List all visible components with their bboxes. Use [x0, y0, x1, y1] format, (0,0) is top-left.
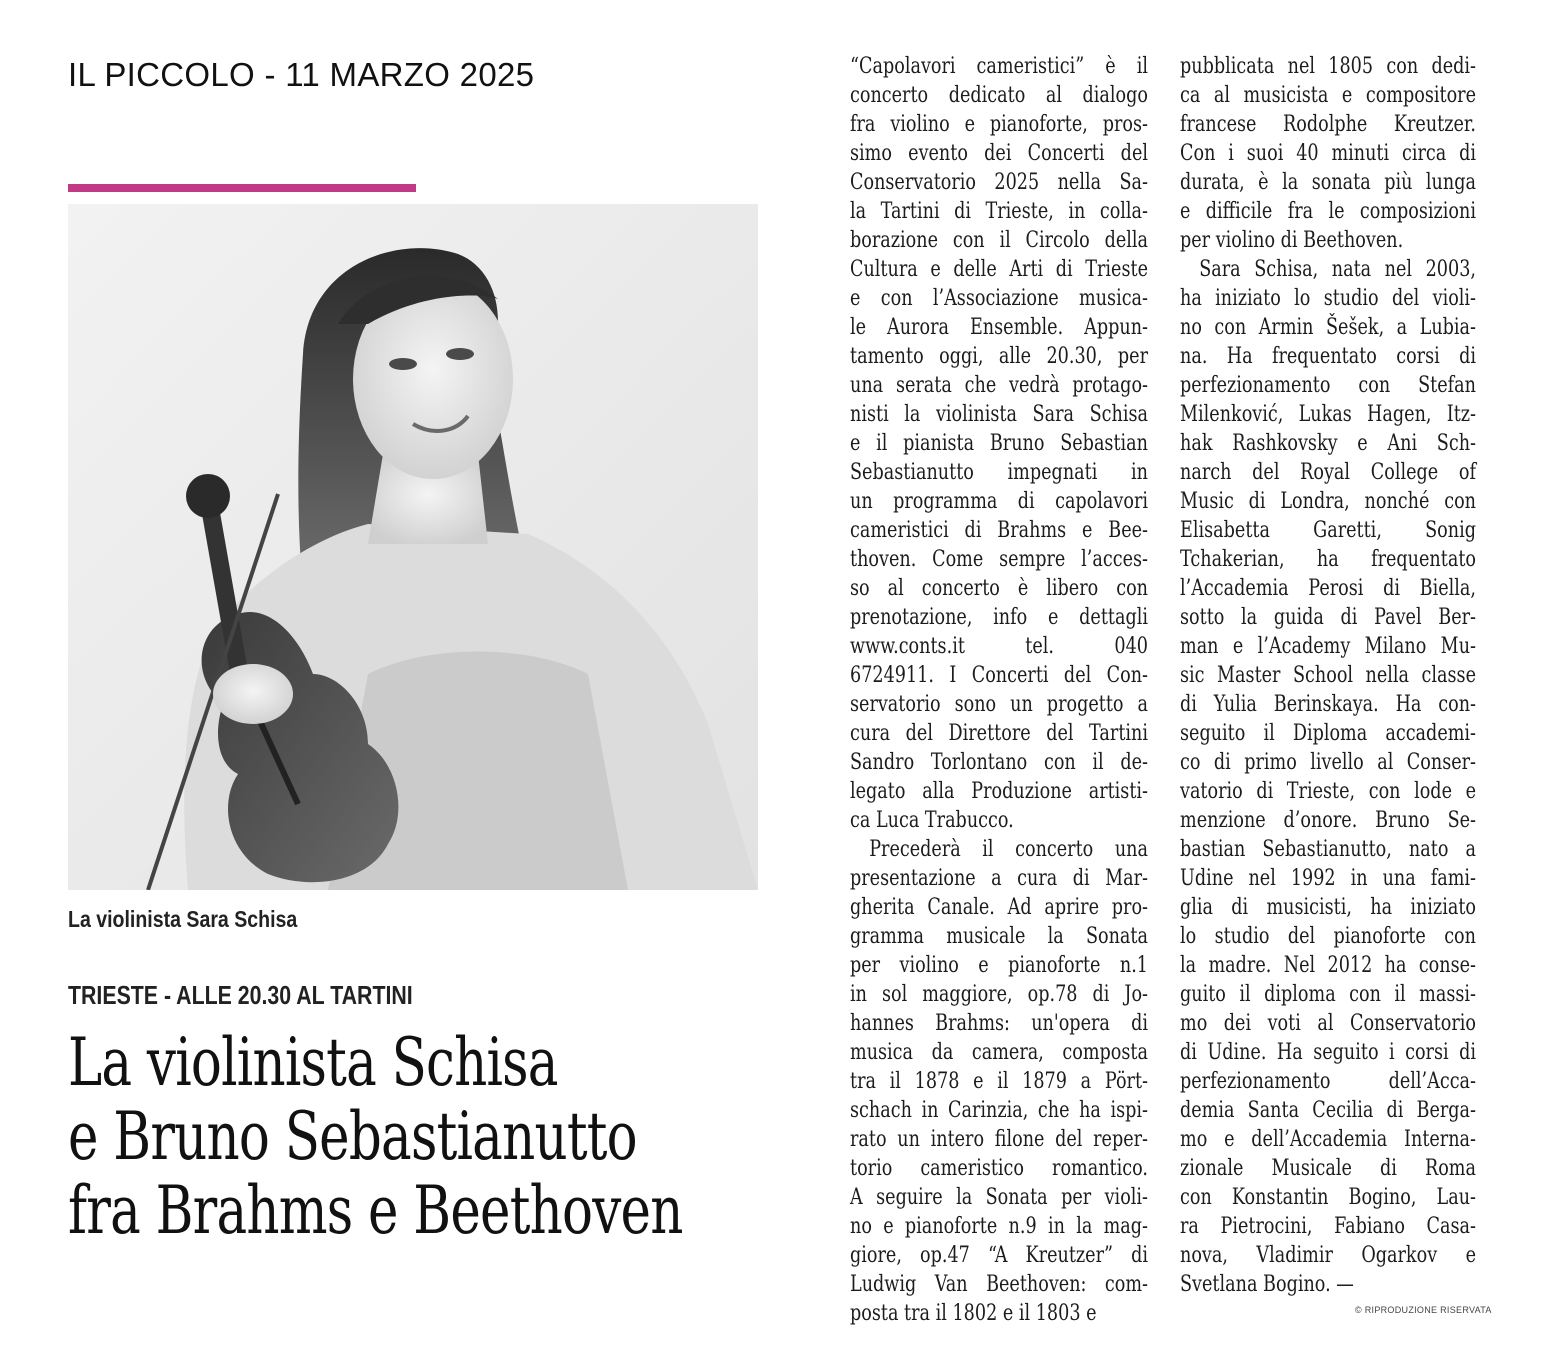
- article-line: la madre. Nel 2012 ha conse-: [1180, 953, 1476, 978]
- article-line: ra Pietrocini, Fabiano Casa-: [1180, 1214, 1476, 1239]
- accent-rule: [68, 184, 416, 192]
- article-line: di Udine. Ha seguito i corsi di: [1180, 1040, 1476, 1065]
- article-line: Elisabetta Garetti, Sonig: [1180, 518, 1476, 543]
- article-line: demia Santa Cecilia di Berga-: [1180, 1098, 1476, 1123]
- article-line: www.conts.it tel. 040: [850, 634, 1148, 659]
- article-line: e difficile fra le composizioni: [1180, 199, 1476, 224]
- article-line: no e pianoforte n.9 in la mag-: [850, 1214, 1148, 1239]
- article-line: servatorio sono un progetto a: [850, 692, 1148, 717]
- article-line: 6724911. I Concerti del Con-: [850, 663, 1148, 688]
- article-line: A seguire la Sonata per violi-: [850, 1185, 1148, 1210]
- article-line: nova, Vladimir Ogarkov e: [1180, 1243, 1476, 1268]
- article-line: hannes Brahms: un'opera di: [850, 1011, 1148, 1036]
- article-line: gramma musicale la Sonata: [850, 924, 1148, 949]
- article-line: un programma di capolavori: [850, 489, 1148, 514]
- article-line: borazione con il Circolo della: [850, 228, 1148, 253]
- article-column-2: [1180, 52, 1476, 1299]
- article-line: zionale Musicale di Roma: [1180, 1156, 1476, 1181]
- article-line: l’Accademia Perosi di Biella,: [1180, 576, 1476, 601]
- article-line: posta tra il 1802 e il 1803 e: [850, 1301, 1097, 1326]
- article-line: ca al musicista e compositore: [1180, 83, 1476, 108]
- article-column-1: [850, 52, 1148, 1328]
- article-line: bastian Sebastianutto, nato a: [1180, 837, 1476, 862]
- article-line: e con l’Associazione musica-: [850, 286, 1148, 311]
- article-line: una serata che vedrà protago-: [850, 373, 1148, 398]
- article-line: pubblicata nel 1805 con dedi-: [1180, 54, 1476, 79]
- article-line: musica da camera, composta: [850, 1040, 1148, 1065]
- article-line: mo dei voti al Conservatorio: [1180, 1011, 1476, 1036]
- headline-line: La violinista Schisa: [68, 1024, 558, 1101]
- photo-violinist: [68, 204, 758, 890]
- article-line: in sol maggiore, op.78 di Jo-: [850, 982, 1148, 1007]
- article-line: cameristici di Brahms e Bee-: [850, 518, 1148, 543]
- article-line: man e l’Academy Milano Mu-: [1180, 634, 1476, 659]
- article-line: francese Rodolphe Kreutzer.: [1180, 112, 1476, 137]
- article-line: Tchakerian, ha frequentato: [1180, 547, 1476, 572]
- article-line: vatorio di Trieste, con lode e: [1180, 779, 1476, 804]
- article-line: gherita Canale. Ad aprire pro-: [850, 895, 1148, 920]
- article-line: Conservatorio 2025 nella Sa-: [850, 170, 1148, 195]
- article-line: no con Armin Šešek, a Lubia-: [1180, 315, 1476, 340]
- article-line: perfezionamento dell’Acca-: [1180, 1069, 1476, 1094]
- article-line: le Aurora Ensemble. Appun-: [850, 315, 1148, 340]
- headline-line: e Bruno Sebastianutto: [68, 1098, 637, 1175]
- article-line: con Konstantin Bogino, Lau-: [1180, 1185, 1476, 1210]
- article-line: prenotazione, info e dettagli: [850, 605, 1148, 630]
- article-line: thoven. Come sempre l’acces-: [850, 547, 1148, 572]
- article-line: menzione d’onore. Bruno Se-: [1180, 808, 1476, 833]
- article-line: Udine nel 1992 in una fami-: [1180, 866, 1476, 891]
- article-line: Sandro Torlontano con il de-: [850, 750, 1148, 775]
- article-line: so al concerto è libero con: [850, 576, 1148, 601]
- article-line: Milenković, Lukas Hagen, Itz-: [1180, 402, 1476, 427]
- article-line: e il pianista Bruno Sebastian: [850, 431, 1148, 456]
- article-line: sic Master School nella classe: [1180, 663, 1476, 688]
- copyright-notice: © RIPRODUZIONE RISERVATA: [1355, 1305, 1492, 1315]
- article-line: simo evento dei Concerti del: [850, 141, 1148, 166]
- article-line: perfezionamento con Stefan: [1180, 373, 1476, 398]
- article-line: presentazione a cura di Mar-: [850, 866, 1148, 891]
- article-line: guito il diploma con il massi-: [1180, 982, 1476, 1007]
- article-line: Music di Londra, nonché con: [1180, 489, 1476, 514]
- article-line: ca Luca Trabucco.: [850, 808, 1014, 833]
- article-line: Sebastianutto impegnati in: [850, 460, 1148, 485]
- article-line: lo studio del pianoforte con: [1180, 924, 1476, 949]
- article-line: nisti la violinista Sara Schisa: [850, 402, 1148, 427]
- article-line: giore, op.47 “A Kreutzer” di: [850, 1243, 1148, 1268]
- article-line: torio cameristico romantico.: [850, 1156, 1148, 1181]
- article-line: per violino di Beethoven.: [1180, 228, 1404, 253]
- photo-caption: La violinista Sara Schisa: [68, 906, 298, 932]
- article-line: Precederà il concerto una: [869, 837, 1148, 862]
- article-line: Cultura e delle Arti di Trieste: [850, 257, 1148, 282]
- article-line: la Tartini di Trieste, in colla-: [850, 199, 1148, 224]
- article-line: ha iniziato lo studio del violi-: [1180, 286, 1476, 311]
- article-line: hak Rashkovsky e Ani Sch-: [1180, 431, 1476, 456]
- article-line: tra il 1878 e il 1879 a Pört-: [850, 1069, 1148, 1094]
- article-line: mo e dell’Accademia Interna-: [1180, 1127, 1476, 1152]
- article-line: narch del Royal College of: [1180, 460, 1476, 485]
- article-line: di Yulia Berinskaya. Ha con-: [1180, 692, 1476, 717]
- article-line: glia di musicisti, ha iniziato: [1180, 895, 1476, 920]
- article-line: legato alla Produzione artisti-: [850, 779, 1148, 804]
- article-line: sotto la guida di Pavel Ber-: [1180, 605, 1476, 630]
- article-line: Svetlana Bogino. —: [1180, 1272, 1354, 1297]
- headline: [68, 1026, 856, 1248]
- kicker: TRIESTE - ALLE 20.30 AL TARTINI: [68, 980, 413, 1010]
- article-line: fra violino e pianoforte, pros-: [850, 112, 1148, 137]
- article-line: concerto dedicato al dialogo: [850, 83, 1148, 108]
- article-line: Con i suoi 40 minuti circa di: [1180, 141, 1476, 166]
- article-line: seguito il Diploma accademi-: [1180, 721, 1476, 746]
- article-line: rato un intero filone del reper-: [850, 1127, 1148, 1152]
- article-line: per violino e pianoforte n.1: [850, 953, 1148, 978]
- masthead: IL PICCOLO - 11 MARZO 2025: [68, 56, 535, 93]
- headline-line: fra Brahms e Beethoven: [68, 1172, 683, 1249]
- article-line: “Capolavori cameristici” è il: [850, 54, 1148, 79]
- article-line: schach in Carinzia, che ha ispi-: [850, 1098, 1148, 1123]
- article-line: cura del Direttore del Tartini: [850, 721, 1148, 746]
- article-line: na. Ha frequentato corsi di: [1180, 344, 1476, 369]
- article-line: tamento oggi, alle 20.30, per: [850, 344, 1148, 369]
- article-line: co di primo livello al Conser-: [1180, 750, 1476, 775]
- article-line: Ludwig Van Beethoven: com-: [850, 1272, 1148, 1297]
- article-line: durata, è la sonata più lunga: [1180, 170, 1476, 195]
- article-line: Sara Schisa, nata nel 2003,: [1199, 257, 1476, 282]
